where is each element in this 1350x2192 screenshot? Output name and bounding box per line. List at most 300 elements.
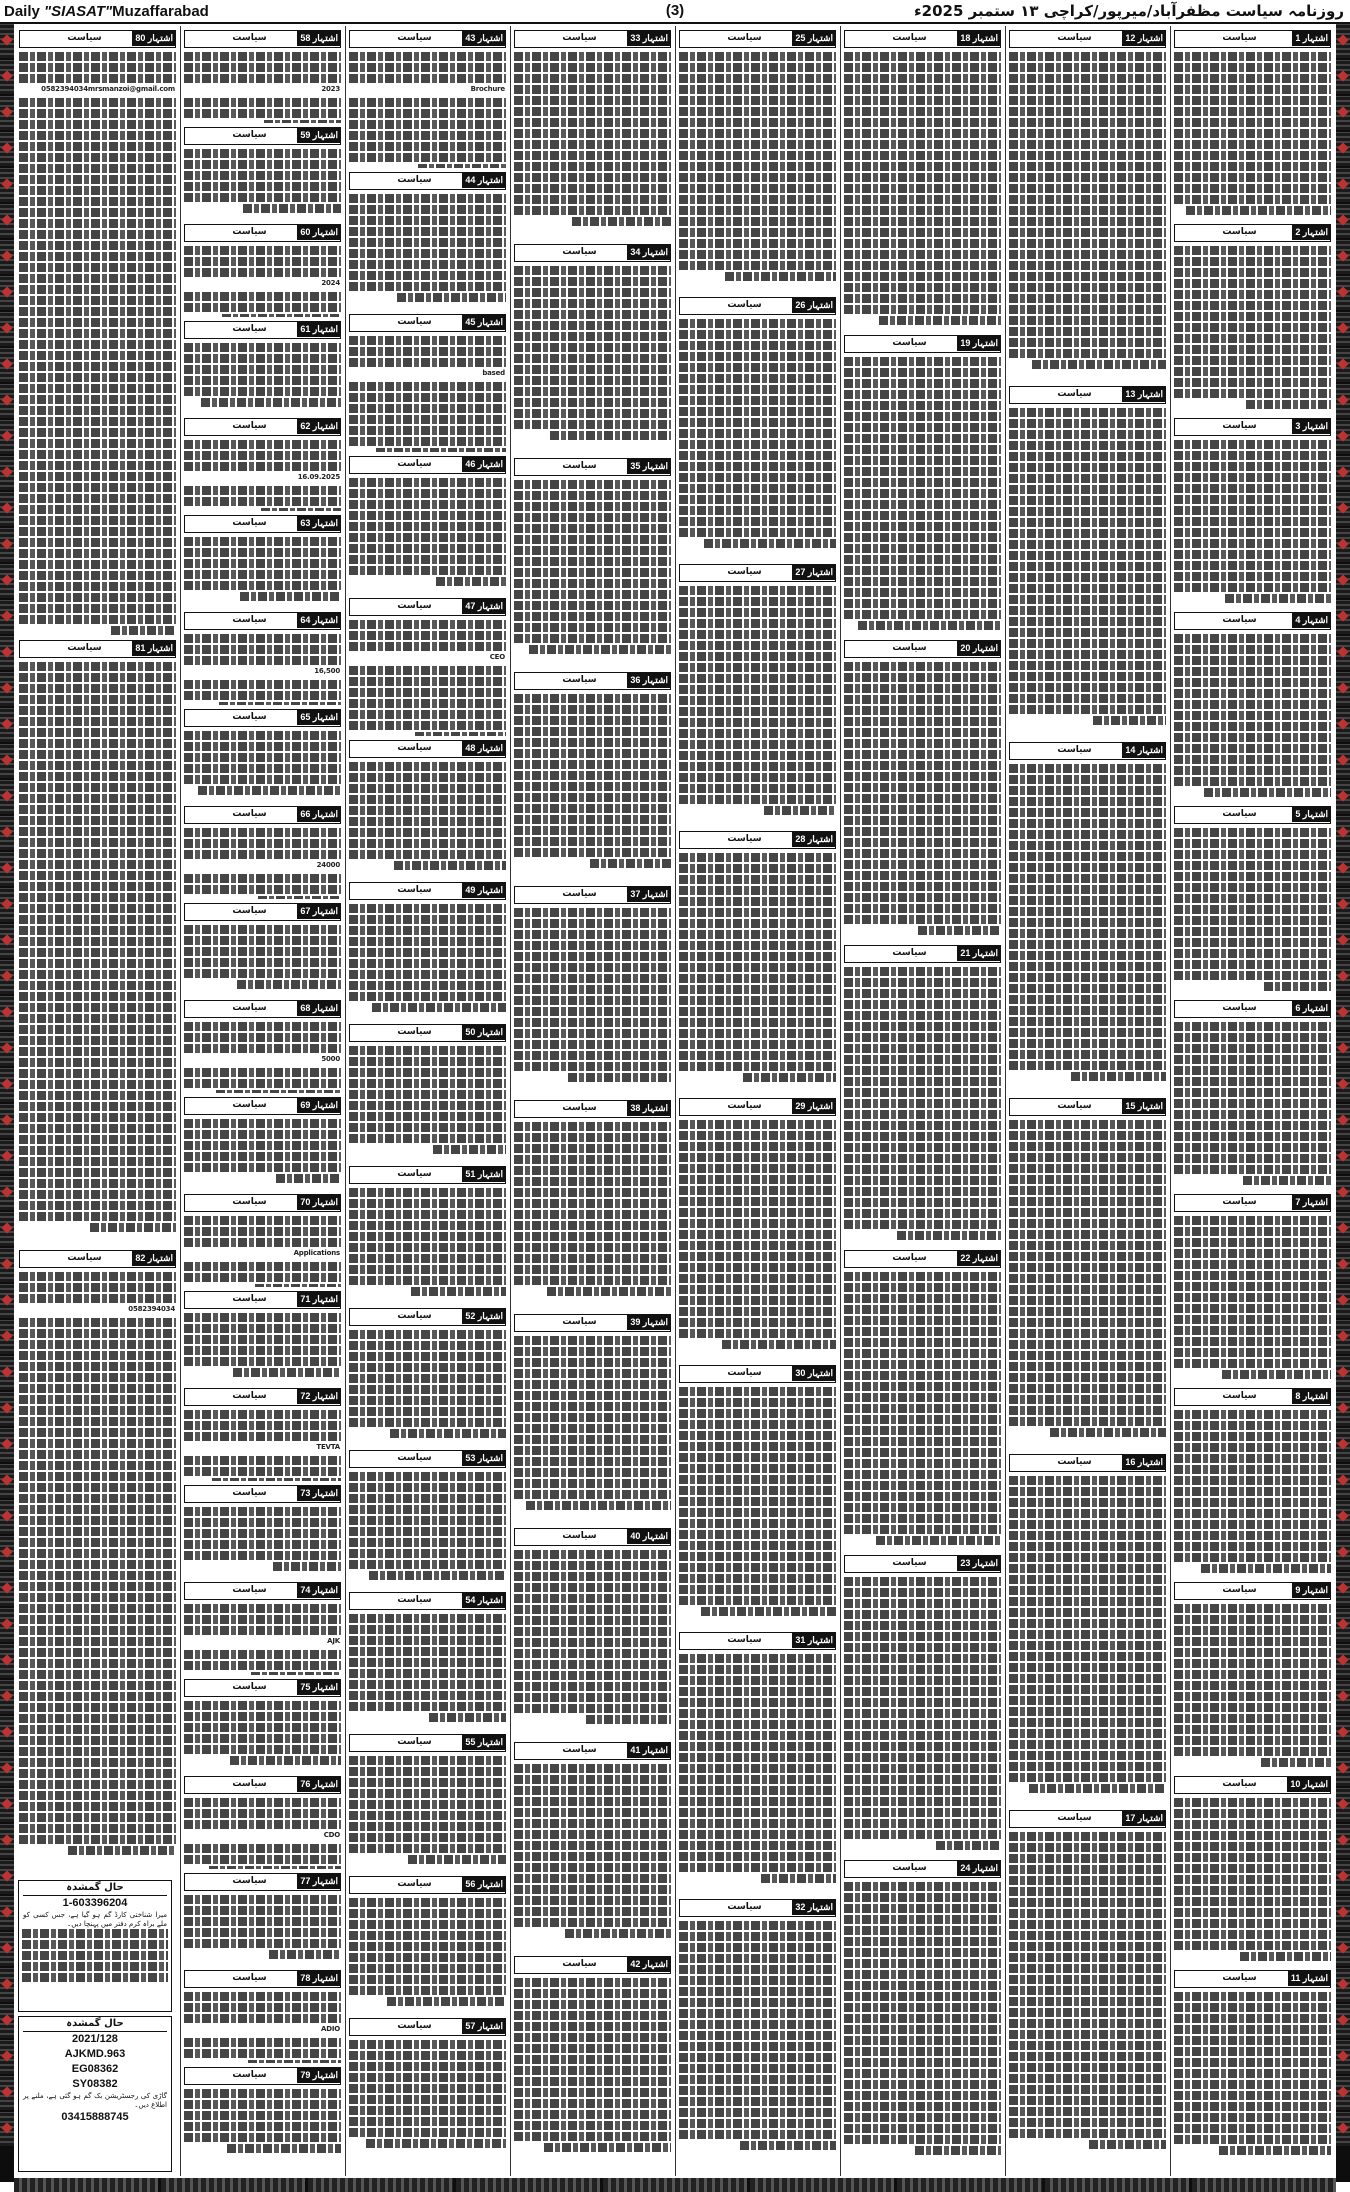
text-line: [844, 1786, 1001, 1795]
text-line: [514, 826, 671, 835]
text-line: [514, 634, 671, 643]
text-line: [1009, 2019, 1166, 2028]
text-line: [844, 1970, 1001, 1979]
text-line: [1009, 173, 1166, 182]
text-line: [184, 1745, 341, 1754]
notice-14: [1006, 738, 1169, 1094]
border-tile: [0, 996, 14, 1030]
text-line: [19, 329, 176, 338]
text-line: [844, 1599, 1001, 1608]
text-line: [19, 351, 176, 360]
notice-number: اشتہار 52: [462, 1308, 506, 1324]
text-line: [19, 1791, 176, 1800]
notice-number: اشتہار 39: [627, 1314, 671, 1330]
text-line: [679, 1252, 836, 1261]
notice-brand: سیاست: [397, 1879, 432, 1889]
text-line: [514, 1347, 671, 1356]
text-line: [184, 775, 341, 784]
text-line: [349, 904, 506, 913]
border-tile: [1336, 708, 1350, 742]
text-line: [1009, 283, 1166, 292]
text-line: [1009, 584, 1166, 593]
text-line: [19, 816, 176, 825]
text-line: [679, 1965, 836, 1974]
text-line: [1009, 118, 1166, 127]
notice-number: اشتہار 17: [1122, 1810, 1166, 1826]
text-line: [1009, 1707, 1166, 1716]
text-line: [514, 1660, 671, 1669]
text-line: [679, 996, 836, 1005]
text-line: [237, 980, 341, 989]
text-line: [514, 2077, 671, 2086]
text-line: [1009, 786, 1166, 795]
text-line: [436, 577, 506, 586]
text-line: [19, 219, 176, 228]
lost-notice-1-title: حال گمشدہ: [23, 1881, 167, 1896]
text-line: [1009, 1050, 1166, 1059]
notice-23: [841, 1551, 1004, 1856]
text-line: [844, 1272, 1001, 1281]
text-line: [19, 1351, 176, 1360]
text-line: [184, 1033, 341, 1042]
text-line: [349, 1756, 506, 1765]
text-line: [184, 1507, 341, 1516]
text-line: [1009, 628, 1166, 637]
text-line: [1174, 195, 1331, 204]
text-line: [844, 1937, 1001, 1946]
text-line: [679, 1797, 836, 1806]
text-line: [514, 206, 671, 215]
notice-header: [184, 1388, 341, 1406]
notice-number: اشتہار 27: [792, 564, 836, 580]
text-line: [19, 164, 176, 173]
text-line: [1009, 2096, 1166, 2105]
notice-header: [514, 1314, 671, 1332]
text-line: [1009, 1028, 1166, 1037]
text-line: [1009, 1219, 1166, 1228]
text-line: [844, 173, 1001, 182]
text-line: [349, 721, 506, 730]
text-line: [844, 761, 1001, 770]
text-line: [349, 1123, 506, 1132]
text-line: [679, 875, 836, 884]
text-line: [679, 1921, 836, 1930]
text-line: [844, 129, 1001, 138]
text-line: [844, 1044, 1001, 1053]
border-tile: [1336, 1788, 1350, 1822]
text-line: [19, 904, 176, 913]
notice-number: اشتہار 10: [1287, 1776, 1331, 1792]
text-line: [1009, 140, 1166, 149]
text-line: [1174, 777, 1331, 786]
text-line: [19, 1384, 176, 1393]
text-line: [19, 1560, 176, 1569]
notice-header: [679, 1899, 836, 1917]
text-line: [184, 1130, 341, 1139]
text-line: [1029, 1784, 1166, 1793]
notice-47: [346, 594, 509, 736]
notice-number: اشتہار 40: [627, 1528, 671, 1544]
text-line: [514, 1704, 671, 1713]
text-line: [372, 1003, 506, 1012]
notice-brand: سیاست: [892, 1253, 927, 1263]
notice-26: [676, 293, 839, 560]
text-line: [349, 415, 506, 424]
notice-number: اشتہار 7: [1292, 1194, 1331, 1210]
text-line: [514, 74, 671, 83]
text-line: [1174, 484, 1331, 493]
bottom-border-tile: [14, 2178, 158, 2192]
text-line: [349, 1516, 506, 1525]
text-line: [19, 706, 176, 715]
text-line: [514, 107, 671, 116]
text-line: [19, 494, 176, 503]
border-tile: [0, 1968, 14, 2002]
text-line: [19, 98, 176, 107]
notice-header: [514, 1100, 671, 1118]
notice-brand: سیاست: [727, 834, 762, 844]
border-tile: [1336, 348, 1350, 382]
text-line: [19, 1648, 176, 1657]
text-line: [1009, 1318, 1166, 1327]
text-line: [844, 2102, 1001, 2111]
border-tile: [0, 1140, 14, 1174]
text-line: [1174, 495, 1331, 504]
text-line: [1174, 63, 1331, 72]
text-line: [844, 1294, 1001, 1303]
text-line: [679, 2108, 836, 2117]
text-line: [22, 1951, 168, 1960]
border-tile: [0, 564, 14, 598]
text-line: [679, 462, 836, 471]
text-line: [19, 1201, 176, 1210]
text-line: [1174, 173, 1331, 182]
text-line: [514, 2121, 671, 2130]
notice-brand: سیاست: [232, 906, 267, 916]
notice-brand: سیاست: [562, 33, 597, 43]
text-line: [679, 1720, 836, 1729]
text-line: [19, 1703, 176, 1712]
column-8: [1171, 26, 1334, 2176]
text-line: [514, 1918, 671, 1927]
text-line: [844, 1720, 1001, 1729]
text-line: [679, 418, 836, 427]
text-line: [679, 1453, 836, 1462]
text-line: [349, 1691, 506, 1700]
text-line: [184, 63, 341, 72]
text-line: [349, 937, 506, 946]
text-line: [844, 305, 1001, 314]
notice-brand: سیاست: [397, 175, 432, 185]
notice-brand: سیاست: [1222, 33, 1257, 43]
text-line: [679, 1464, 836, 1473]
text-line: [349, 2062, 506, 2071]
border-tile: [1336, 924, 1350, 958]
text-line: [1174, 52, 1331, 61]
text-line: [679, 1285, 836, 1294]
text-line: [184, 1809, 341, 1818]
text-line: [514, 1221, 671, 1230]
text-line: [1009, 2085, 1166, 2094]
text-line: [19, 1472, 176, 1481]
text-line: [349, 522, 506, 531]
text-line: [349, 1330, 506, 1339]
text-line: [568, 1073, 671, 1082]
text-line: [514, 162, 671, 171]
text-line: [184, 109, 341, 118]
text-line: [1174, 140, 1331, 149]
text-line: [679, 517, 836, 526]
text-line: [844, 1066, 1001, 1075]
text-line: [679, 663, 836, 672]
text-line: [844, 1033, 1001, 1042]
notice-header: [19, 30, 176, 48]
text-line: [1174, 118, 1331, 127]
text-line: [679, 608, 836, 617]
notice-37: [511, 882, 674, 1096]
text-line: [844, 434, 1001, 443]
text-line: [184, 958, 341, 967]
text-line: [349, 1243, 506, 1252]
text-line: [1174, 1992, 1331, 2001]
notice-brand: سیاست: [232, 712, 267, 722]
text-line: [19, 1406, 176, 1415]
text-line: [679, 619, 836, 628]
text-line: [514, 974, 671, 983]
text-line: [1009, 1674, 1166, 1683]
text-line: [514, 771, 671, 780]
text-line: [844, 2003, 1001, 2012]
text-line: [19, 63, 176, 72]
notice-brand: سیاست: [562, 675, 597, 685]
notice-header: [1009, 1810, 1166, 1828]
text-line: [514, 985, 671, 994]
text-line: [844, 1981, 1001, 1990]
notice-header: [679, 1365, 836, 1383]
text-line: [679, 1676, 836, 1685]
text-line: [19, 208, 176, 217]
notice-53: [346, 1446, 509, 1588]
text-line: [725, 272, 836, 281]
text-line: [514, 1907, 671, 1916]
text-line: [1009, 1854, 1166, 1863]
border-tile: [1336, 528, 1350, 562]
text-line: [1174, 356, 1331, 365]
text-line: [19, 549, 176, 558]
border-tile: [1336, 1896, 1350, 1930]
text-line: [1174, 345, 1331, 354]
text-line: [184, 1798, 341, 1807]
text-line: [1071, 1072, 1166, 1081]
border-tile: [1336, 2076, 1350, 2110]
text-line: [1174, 378, 1331, 387]
text-line: [1174, 1216, 1331, 1225]
notice-number: اشتہار 42: [627, 1956, 671, 1972]
text-line: [1174, 279, 1331, 288]
text-line: [349, 1254, 506, 1263]
text-line: [1009, 683, 1166, 692]
text-line: [1009, 52, 1166, 61]
text-line: [19, 1813, 176, 1822]
text-line: [679, 2075, 836, 2084]
text-line: [184, 936, 341, 945]
text-line: [349, 699, 506, 708]
border-tile: [0, 1464, 14, 1498]
text-line: [514, 1605, 671, 1614]
border-tile: [1336, 1248, 1350, 1282]
notice-brand: سیاست: [397, 1595, 432, 1605]
notice-header: [1009, 30, 1166, 48]
text-line: [349, 1352, 506, 1361]
text-line: [1009, 1520, 1166, 1529]
text-line: [844, 1448, 1001, 1457]
border-tile: [1336, 1752, 1350, 1786]
notice-header: [1174, 30, 1331, 48]
notice-41: [511, 1738, 674, 1952]
text-line: [844, 1492, 1001, 1501]
text-line: [349, 1942, 506, 1951]
text-line: [349, 74, 506, 83]
border-tile: [1336, 456, 1350, 490]
text-line: [514, 491, 671, 500]
text-line: [1174, 1615, 1331, 1624]
text-line: [514, 2044, 671, 2053]
text-line: [349, 194, 506, 203]
text-line: [349, 688, 506, 697]
notice-22: [841, 1246, 1004, 1551]
notice-49: [346, 878, 509, 1020]
notice-number: اشتہار 79: [297, 2067, 341, 2083]
text-line: [514, 837, 671, 846]
notice-57: [346, 2014, 509, 2156]
text-line: [679, 2031, 836, 2040]
notice-brand: سیاست: [1057, 389, 1092, 399]
text-line: [1174, 572, 1331, 581]
text-line: [1009, 1986, 1166, 1995]
text-line: [1222, 1370, 1331, 1379]
text-line: [349, 1418, 506, 1427]
text-line: [1174, 85, 1331, 94]
text-line: [1174, 312, 1331, 321]
text-line: [1009, 1553, 1166, 1562]
text-line: [1174, 894, 1331, 903]
text-line: [844, 74, 1001, 83]
text-line: [1009, 1384, 1166, 1393]
text-line: [844, 915, 1001, 924]
text-line: [1089, 2140, 1166, 2149]
notice-number: اشتہار 65: [297, 709, 341, 725]
notice-number: اشتہار 5: [1292, 806, 1331, 822]
text-line: [184, 885, 341, 894]
notice-brand: سیاست: [232, 1488, 267, 1498]
text-line: [184, 1068, 341, 1077]
text-line: [514, 1616, 671, 1625]
text-line: [844, 1698, 1001, 1707]
text-line: [19, 926, 176, 935]
text-line: [19, 1340, 176, 1349]
text-line: [184, 691, 341, 700]
notice-brand: سیاست: [397, 33, 432, 43]
notice-header: [1174, 612, 1331, 630]
text-line: [184, 1518, 341, 1527]
text-line: [1174, 2047, 1331, 2056]
text-line: [679, 729, 836, 738]
text-line: [679, 374, 836, 383]
notice-46: [346, 452, 509, 594]
text-line: [679, 1230, 836, 1239]
text-line: [19, 871, 176, 880]
text-line: [514, 310, 671, 319]
text-line: [349, 52, 506, 61]
text-line: [1009, 217, 1166, 226]
text-line: [19, 1146, 176, 1155]
notice-11: [1171, 1966, 1334, 2160]
text-line: [514, 1402, 671, 1411]
text-line: [1246, 400, 1331, 409]
text-line: [844, 871, 1001, 880]
text-line: [184, 1723, 341, 1732]
text-line: [844, 1503, 1001, 1512]
notice-brand: سیاست: [232, 1391, 267, 1401]
text-line: [679, 1863, 836, 1872]
text-line: [1009, 294, 1166, 303]
text-line: [184, 969, 341, 978]
text-line: [514, 815, 671, 824]
text-line: [1174, 2014, 1331, 2023]
text-line: [844, 1000, 1001, 1009]
text-line: [1174, 2135, 1331, 2144]
text-line: [514, 579, 671, 588]
text-line: [19, 274, 176, 283]
text-line: [19, 131, 176, 140]
notice-brand: سیاست: [1222, 615, 1257, 625]
text-line: [184, 925, 341, 934]
notice-brand: سیاست: [397, 885, 432, 895]
text-line: [19, 970, 176, 979]
text-line: [1174, 246, 1331, 255]
text-line: [184, 1928, 341, 1937]
notice-header: [184, 321, 341, 339]
notice-brand: سیاست: [67, 643, 102, 653]
text-line: [1009, 896, 1166, 905]
text-line: [1009, 151, 1166, 160]
text-line: [1009, 430, 1166, 439]
text-line: [1009, 1120, 1166, 1129]
text-line: [679, 1442, 836, 1451]
text-line: [514, 941, 671, 950]
text-line: [1009, 551, 1166, 560]
text-line: [349, 1931, 506, 1940]
text-line: [844, 140, 1001, 149]
text-line: [514, 1786, 671, 1795]
text-line: [1174, 1022, 1331, 1031]
text-line: [1009, 1920, 1166, 1929]
text-line: [184, 98, 341, 107]
text-line: [1174, 1692, 1331, 1701]
text-line: [349, 1494, 506, 1503]
text-line: [1174, 1886, 1331, 1895]
text-line: [1174, 1714, 1331, 1723]
text-line: [349, 1483, 506, 1492]
text-line: [514, 409, 671, 418]
text-line: [844, 445, 1001, 454]
text-line: [1009, 995, 1166, 1004]
snippet-word_brochure: Brochure: [470, 85, 505, 93]
text-line: [1009, 1509, 1166, 1518]
text-line: [514, 705, 671, 714]
notice-brand: سیاست: [232, 33, 267, 43]
notice-24: [841, 1856, 1004, 2161]
